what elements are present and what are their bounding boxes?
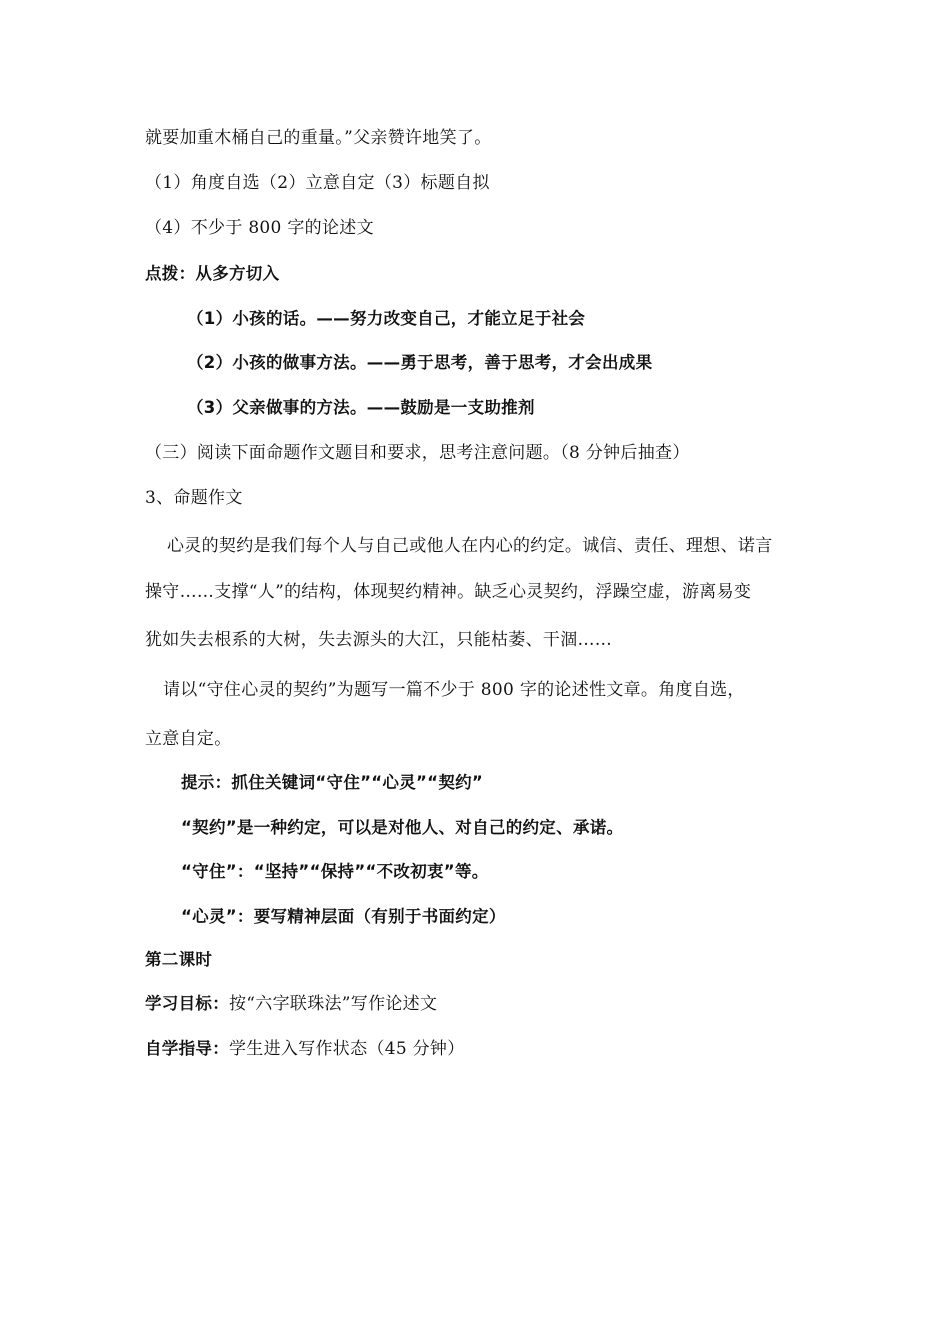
topic-heading: 3、命题作文 (145, 488, 243, 508)
keyword-heart: “心灵”：要写精神层面（有别于书面约定） (181, 907, 506, 926)
requirement-line-2: （4）不少于 800 字的论述文 (145, 218, 374, 238)
hint-heading: 点拨：从多方切入 (145, 264, 280, 283)
topic-paragraph-line-2: 操守……支撑“人”的结构，体现契约精神。缺乏心灵契约，浮躁空虚，游离易变 (145, 582, 752, 602)
keyword-hint: 提示：抓住关键词“守住”“心灵”“契约” (181, 773, 484, 792)
section-three-instruction: （三）阅读下面命题作文题目和要求，思考注意问题。（8 分钟后抽查） (145, 443, 690, 463)
self-study-label: 自学指导： (145, 1039, 229, 1058)
hint-point-3: （3）父亲做事的方法。——鼓励是一支助推剂 (187, 398, 535, 417)
hint-point-2: （2）小孩的做事方法。——勇于思考，善于思考，才会出成果 (187, 353, 653, 372)
learning-goal-label: 学习目标： (145, 994, 229, 1013)
task-line-1: 请以“守住心灵的契约”为题写一篇不少于 800 字的论述性文章。角度自选， (163, 680, 745, 700)
learning-goal-text: 按“六字联珠法”写作论述文 (229, 994, 438, 1014)
hint-point-1: （1）小孩的话。——努力改变自己，才能立足于社会 (187, 309, 586, 328)
topic-paragraph-line-1: 心灵的契约是我们每个人与自己或他人在内心的约定。诚信、责任、理想、诺言 (167, 536, 773, 556)
task-line-2: 立意自定。 (145, 729, 232, 749)
learning-goal-line (145, 992, 437, 1016)
self-study-text: 学生进入写作状态（45 分钟） (229, 1039, 465, 1059)
second-lesson-heading: 第二课时 (145, 950, 213, 969)
keyword-keep: “守住”：“坚持”“保持”“不改初衷”等。 (181, 862, 489, 881)
keyword-contract: “契约”是一种约定，可以是对他人、对自己的约定、承诺。 (181, 818, 624, 837)
story-ending-line: 就要加重木桶自己的重量。”父亲赞许地笑了。 (145, 128, 492, 148)
topic-paragraph-line-3: 犹如失去根系的大树，失去源头的大江，只能枯萎、干涸…… (145, 630, 613, 650)
requirement-line-1: （1）角度自选（2）立意自定（3）标题自拟 (145, 173, 490, 193)
self-study-line (145, 1037, 465, 1061)
